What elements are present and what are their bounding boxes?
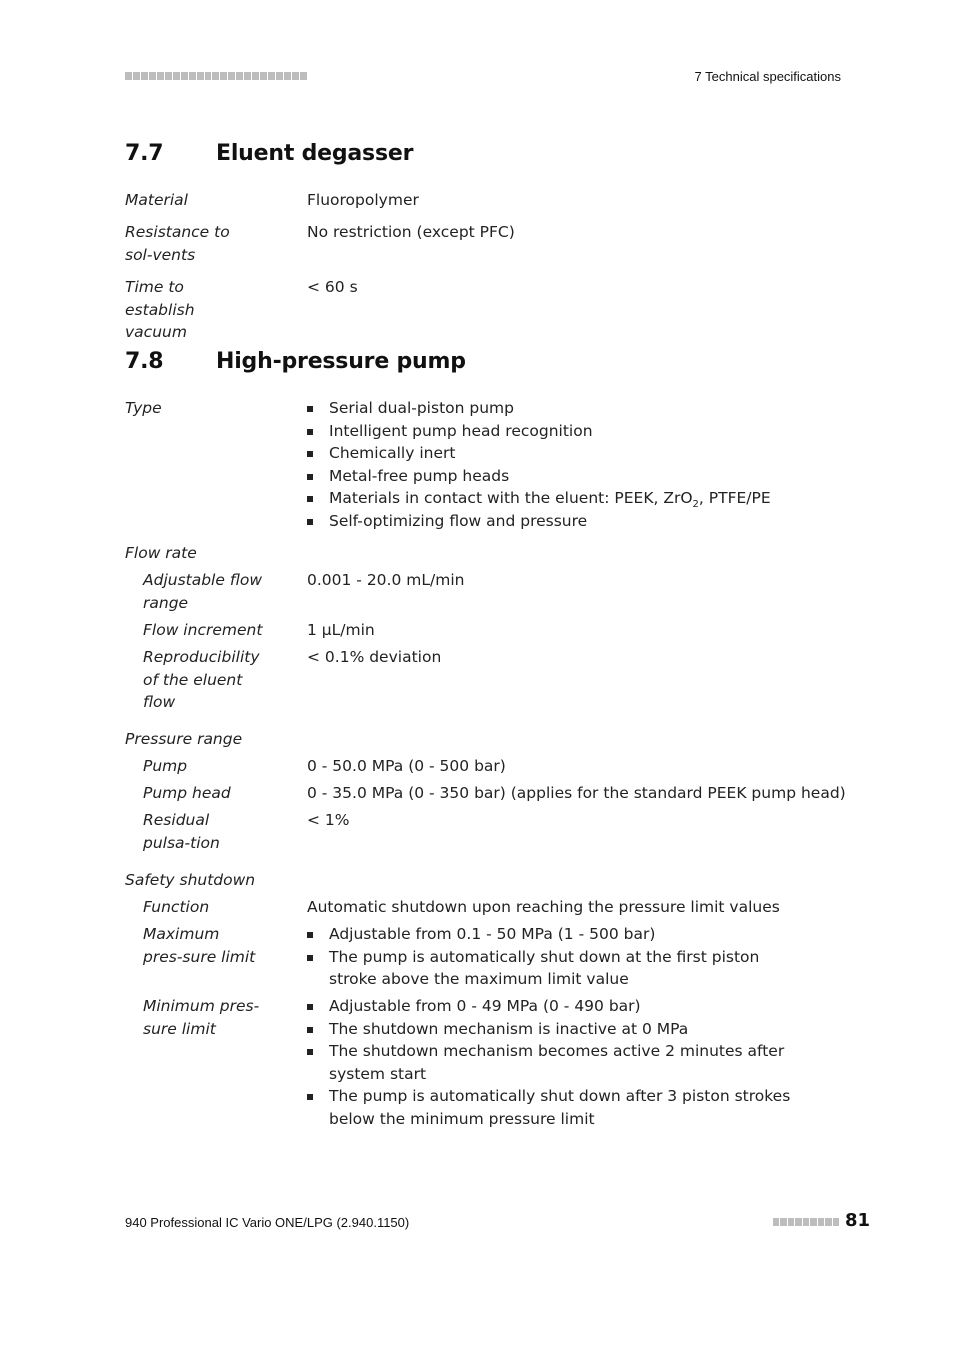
- spec-value-material: Fluoropolymer: [307, 191, 419, 209]
- type-list: [307, 397, 827, 532]
- header-decoration: [125, 72, 307, 80]
- list-item: The pump is automatically shut down at the first piston stroke above the maximum limit value: [307, 946, 807, 991]
- list-item-text: , PTFE/PE: [698, 489, 771, 507]
- spec-label-pump-head: Pump head: [143, 784, 231, 802]
- spec-label-type: Type: [125, 399, 162, 417]
- spec-value-reproducibility: < 0.1% deviation: [307, 648, 442, 666]
- section-title: High-pressure pump: [216, 349, 466, 374]
- section-number: 7.7: [125, 141, 164, 166]
- spec-label-reproducibility: Reproducibility of the eluent flow: [143, 648, 260, 711]
- section-title: Eluent degasser: [216, 141, 414, 166]
- spec-label-pump: Pump: [143, 757, 188, 775]
- spec-label-residual-pulsation: Residual pulsa-tion: [143, 811, 220, 852]
- spec-value-resistance: No restriction (except PFC): [307, 223, 515, 241]
- spec-label-vacuum-time: Time to establish vacuum: [125, 278, 195, 341]
- list-item: Metal-free pump heads: [307, 465, 827, 488]
- min-pressure-list: [307, 995, 807, 1130]
- spec-label-flow-increment: Flow increment: [143, 621, 263, 639]
- list-item: Adjustable from 0 - 49 MPa (0 - 490 bar): [307, 995, 807, 1018]
- spec-value-vacuum-time: < 60 s: [307, 278, 358, 296]
- section-number: 7.8: [125, 349, 164, 374]
- spec-label-adjustable-flow: Adjustable flow range: [143, 571, 263, 612]
- max-pressure-list: [307, 923, 807, 991]
- spec-label-function: Function: [143, 898, 210, 916]
- footer-product-name: 940 Professional IC Vario ONE/LPG (2.940.1150): [125, 1215, 410, 1230]
- spec-label-material: Material: [125, 191, 188, 209]
- footer-decoration: [773, 1218, 839, 1226]
- spec-group-safety-shutdown: Safety shutdown: [125, 871, 256, 889]
- spec-label-min-pressure: Minimum pres-sure limit: [143, 997, 260, 1038]
- list-item: The pump is automatically shut down after 3 piston strokes below the minimum pressure limit: [307, 1085, 807, 1130]
- list-item: Intelligent pump head recognition: [307, 420, 827, 443]
- list-item: The shutdown mechanism is inactive at 0 MPa: [307, 1018, 807, 1041]
- list-item: [307, 487, 827, 510]
- spec-value-pump: 0 - 50.0 MPa (0 - 500 bar): [307, 757, 506, 775]
- spec-value-pump-head: 0 - 35.0 MPa (0 - 350 bar) (applies for the standard PEEK pump head): [307, 784, 846, 802]
- spec-value-adjustable-flow: 0.001 - 20.0 mL/min: [307, 571, 465, 589]
- spec-group-flow-rate: Flow rate: [125, 544, 197, 562]
- spec-label-resistance: Resistance to sol-vents: [125, 223, 230, 264]
- spec-value-function: Automatic shutdown upon reaching the pressure limit values: [307, 898, 780, 916]
- list-item: Serial dual-piston pump: [307, 397, 827, 420]
- spec-group-pressure-range: Pressure range: [125, 730, 243, 748]
- spec-value-flow-increment: 1 µL/min: [307, 621, 375, 639]
- list-item-text: Materials in contact with the eluent: PEEK, ZrO: [329, 489, 693, 507]
- list-item: Self-optimizing flow and pressure: [307, 510, 827, 533]
- list-item: Adjustable from 0.1 - 50 MPa (1 - 500 bar): [307, 923, 807, 946]
- running-header: 7 Technical specifications: [694, 69, 841, 84]
- page-number: 81: [845, 1210, 871, 1231]
- spec-value-residual-pulsation: < 1%: [307, 811, 350, 829]
- subscript: 2: [692, 499, 699, 511]
- list-item: The shutdown mechanism becomes active 2 minutes after system start: [307, 1040, 807, 1085]
- spec-label-max-pressure: Maximum pres-sure limit: [143, 925, 256, 966]
- list-item: Chemically inert: [307, 442, 827, 465]
